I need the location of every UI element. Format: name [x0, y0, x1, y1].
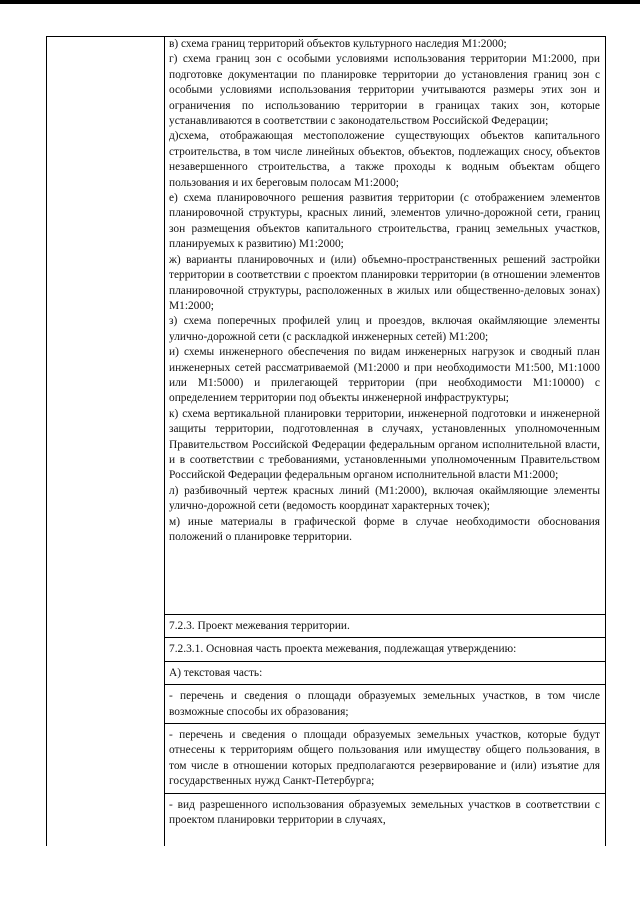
text-part-heading	[165, 662, 605, 685]
list-item: и) схемы инженерного обеспечения по видам инженерных нагрузок и сводный план инженерных сетей рассматриваемой (М1:2000 и при необходимости М1:500, М1:1000 или М1:5000) и прилегающей территории (при необходимости М1:10000) с определением территории под объекты инженерной инфраструктуры;	[169, 346, 600, 405]
list-item: е) схема планировочного решения развития территории (с отображением элементов планировочной структуры, красных линий, элементов улично-дорожной сети, границ зон размещения объектов капитального строительства, границ земельных участков, планируемых к развитию) М1:2000;	[169, 192, 600, 251]
list-item: з) схема поперечных профилей улиц и проездов, включая окаймляющие элементы улично-дорожной сети (с раскладкой инженерных сетей) М1:200;	[169, 315, 600, 343]
list-item: г) схема границ зон с особыми условиями использования территории М1:2000, при подготовке документации по планировке территории до установления границ зон с особыми условиями использования территории учитываются размеры этих зон и ограничения по использованию территории в границах таких зон, которые устанавливаются в соответствии с законодательством Российской Федерации;	[169, 53, 600, 128]
table-right-column	[165, 37, 605, 846]
text-part-item-1	[165, 685, 605, 724]
table-left-column	[47, 37, 165, 846]
text-part-item-2	[165, 724, 605, 794]
list-item: ж) варианты планировочных и (или) объемно-пространственных решений застройки территории в соответствии с проектом планировки территории (в отношении элементов планировочной структуры, расположенных в жилых или общественно-деловых зонах) М1:2000;	[169, 253, 600, 312]
list-item: л) разбивочный чертеж красных линий (М1:2000), включая окаймляющие элементы улично-дорожной сети (ведомость координат характерных точек);	[169, 484, 600, 513]
list-item: в) схема границ территорий объектов культурного наследия М1:2000;	[169, 38, 507, 50]
list-item: к) схема вертикальной планировки территории, инженерной подготовки и инженерной защиты территории, подготовленная в случаях, установленных уполномоченным Правительством Российской Федерации федеральным органом исполнительной власти, и в соответствии с требованиями, установленными уполномоченным Правительством Российской Федерации федеральным органом исполнительной власти М1:2000;	[169, 407, 600, 482]
list-item: м) иные материалы в графической форме в случае необходимости обоснования положений о планировке территории.	[169, 515, 600, 543]
requirements-table	[46, 36, 606, 846]
text-part-item-3	[165, 794, 605, 832]
list-item: - перечень и сведения о площади образуемых земельных участков, которые будут отнесены к территориям общего пользования или имуществу общего пользования, в том числе в отношении которых предполагаются резервирование и (или) изъятие для государственных нужд Санкт-Петербурга;	[169, 729, 600, 788]
section-heading: 7.2.3.1. Основная часть проекта межевания, подлежащая утверждению:	[169, 643, 517, 656]
section-heading-7-2-3-1	[165, 638, 605, 661]
section-heading-7-2-3	[165, 615, 605, 638]
section-heading: А) текстовая часть:	[169, 666, 263, 679]
page-top-rule	[0, 0, 640, 4]
list-item: - вид разрешенного использования образуемых земельных участков в соответствии с проектом планировки территории в случаях,	[169, 798, 600, 827]
section-heading: 7.2.3. Проект межевания территории.	[169, 620, 350, 632]
list-item: - перечень и сведения о площади образуемых земельных участков, в том числе возможные способы их образования;	[169, 690, 600, 718]
graphic-materials-list	[165, 37, 605, 615]
list-item: д)схема, отображающая местоположение существующих объектов капитального строительства, в том числе линейных объектов, объектов, подлежащих сносу, объектов незавершенного строительства, а также проходы к водным объектам общего пользования и их береговым полосам М1:2000;	[169, 130, 600, 189]
